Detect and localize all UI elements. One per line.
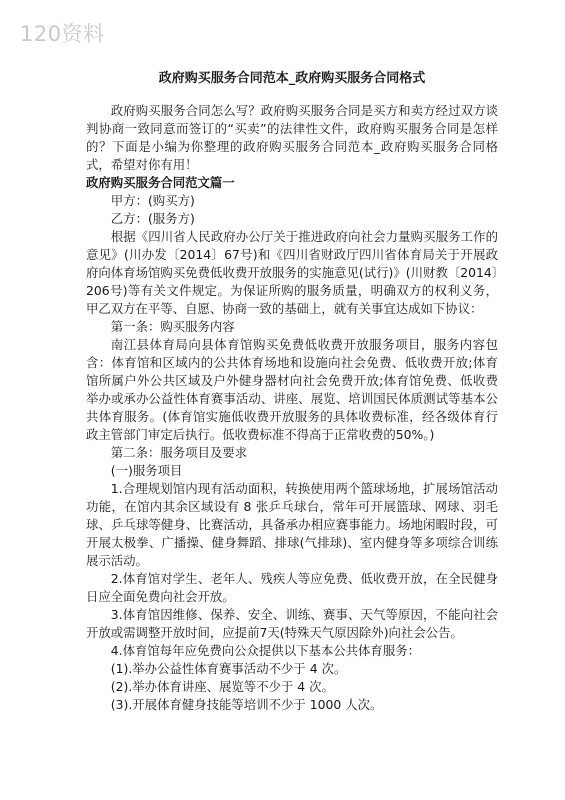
service-items-heading: (一)服务项目 <box>110 463 183 478</box>
watermark: 120资料 <box>20 22 105 46</box>
article-1-content: 南江县体育局向县体育馆购买免费低收费开放服务项目，服务内容包含：体育馆和区域内的公共体育场地和设施向社会免费、低收费开放;体育馆所属户外公共区域及户外健身器材向社会免费开放;体育馆免费、低收费举办或承办公益性体育赛事活动、讲座、展览、培训国民体质测试等基本公共体育服务。(体育馆实施低收费开放服务的具体收费标准，经各级体育行政主管部门审定后执行。低收费标准不得高于正常收费的50%。) <box>86 337 498 442</box>
article-1-heading: 第一条：购买服务内容 <box>110 319 235 334</box>
list-item: 2.体育馆对学生、老年人、残疾人等应免费、低收费开放，在全民健身日应全面免费向社会开放。 <box>86 571 498 604</box>
section-heading: 政府购买服务合同范文篇一 <box>86 175 235 190</box>
list-item: 1.合理规划馆内现有活动面积，转换使用两个篮球场地，扩展场馆活动功能，在馆内其余区域设有 8 张乒乓球台，常年可开展篮球、网球、羽毛球、乒乓球等健身、比赛活动，具备承办相应赛事能力。场地闲暇时段，可开展太极拳、广播操、健身舞蹈、排球(气排球)、室内健身等多项综合训练展示活动。 <box>86 481 498 568</box>
party-b-line: 乙方：(服务方) <box>110 211 195 226</box>
document-body <box>86 70 498 714</box>
document-title: 政府购买服务合同范本_政府购买服务合同格式 <box>158 71 426 86</box>
party-a-line: 甲方：(购买方) <box>110 193 195 208</box>
sub-list-item: (1).举办公益性体育赛事活动不少于 4 次。 <box>110 661 347 676</box>
intro-paragraph: 政府购买服务合同怎么写？政府购买服务合同是买方和卖方经过双方谈判协商一致同意而签订的“买卖”的法律性文件，政府购买服务合同是怎样的？下面是小编为你整理的政府购买服务合同范本_政府购买服务合同格式，希望对你有用！ <box>86 103 498 172</box>
basis-paragraph: 根据《四川省人民政府办公厅关于推进政府向社会力量购买服务工作的意见》(川办发〔2014〕67号)和《四川省财政厅四川省体育局关于开展政府向体育场馆购买免费低收费开放服务的实施意见(试行)》(川财教〔2014〕206号)等有关文件规定。为保证所购的服务质量，明确双方的权利义务，甲乙双方在平等、自愿、协商一致的基础上，就有关事宜达成如下协议： <box>86 229 498 316</box>
sub-list-item: (3).开展体育健身技能等培训不少于 1000 人次。 <box>110 697 383 712</box>
list-item: 4.体育馆每年应免费向公众提供以下基本公共体育服务： <box>110 643 420 658</box>
sub-list-item: (2).举办体育讲座、展览等不少于 4 次。 <box>110 679 334 694</box>
list-item: 3.体育馆因维修、保养、安全、训练、赛事、天气等原因，不能向社会开放或需调整开放时间，应提前7天(特殊天气原因除外)向社会公告。 <box>86 607 498 640</box>
article-2-heading: 第二条：服务项目及要求 <box>110 445 248 460</box>
